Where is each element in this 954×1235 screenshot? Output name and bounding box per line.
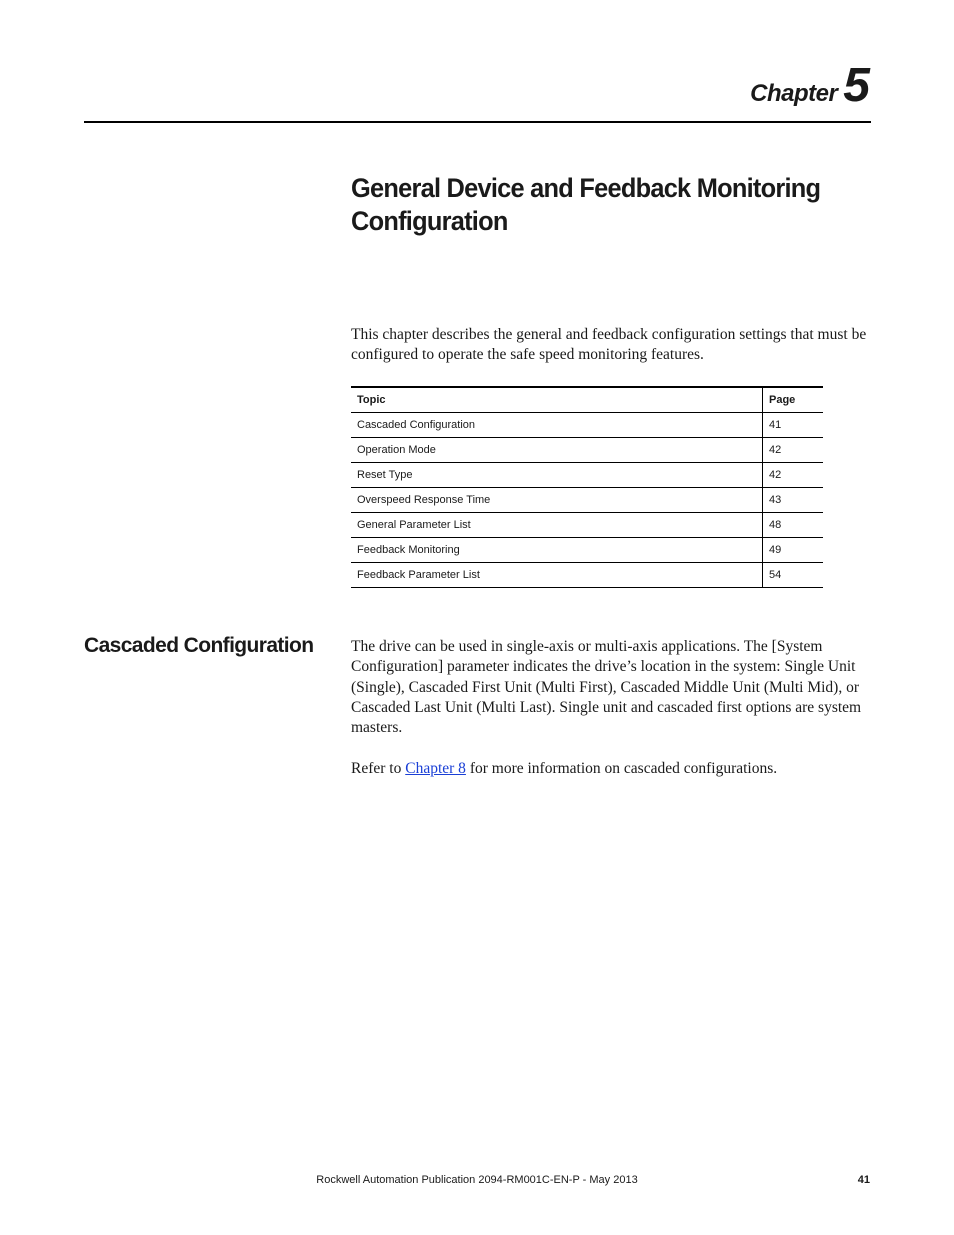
table-row: [351, 463, 823, 488]
topic-cell: Cascaded Configuration: [351, 413, 763, 438]
page-column-header: Page: [763, 387, 824, 413]
chapter-label: Chapter: [750, 80, 838, 107]
chapter-number: 5: [843, 59, 870, 112]
table-row: [351, 538, 823, 563]
topic-cell: Feedback Parameter List: [351, 563, 763, 588]
table-row: [351, 438, 823, 463]
refer-paragraph: [351, 759, 871, 779]
page-cell: 42: [763, 438, 824, 463]
table-row: [351, 513, 823, 538]
page-cell: 48: [763, 513, 824, 538]
page-cell: 41: [763, 413, 824, 438]
refer-suffix: for more information on cascaded configurations.: [465, 760, 778, 777]
topic-cell: Feedback Monitoring: [351, 538, 763, 563]
intro-paragraph: This chapter describes the general and feedback configuration settings that must be configured to operate the safe speed monitoring features.: [351, 326, 867, 363]
section-paragraph: The drive can be used in single-axis or multi-axis applications. The [System Configuration] parameter indicates the drive’s location in the system: Single Unit (Single), Cascaded First Unit (Multi First), Cascaded Middle Unit (Multi Mid), or Cascaded Last Unit (Multi Last). Single unit and cascaded first options are system masters.: [351, 638, 862, 737]
footer-page-number: 41: [857, 1174, 870, 1186]
table-row: [351, 563, 823, 588]
page-cell: 49: [763, 538, 824, 563]
footer-publication: Rockwell Automation Publication 2094-RM001C-EN-P - May 2013: [316, 1174, 638, 1186]
table-row: [351, 413, 823, 438]
page-title: General Device and Feedback Monitoring Configuration: [351, 173, 821, 236]
page-cell: 54: [763, 563, 824, 588]
table-row: [351, 488, 823, 513]
chapter-divider: [84, 121, 871, 123]
page-cell: 43: [763, 488, 824, 513]
chapter-8-link[interactable]: Chapter 8: [405, 760, 466, 777]
topic-column-header: Topic: [351, 387, 763, 413]
topic-cell: Overspeed Response Time: [351, 488, 763, 513]
topic-cell: Operation Mode: [351, 438, 763, 463]
chapter-heading: [750, 59, 870, 112]
section-heading: Cascaded Configuration: [84, 634, 314, 657]
topic-cell: General Parameter List: [351, 513, 763, 538]
topic-cell: Reset Type: [351, 463, 763, 488]
refer-prefix: Refer to: [351, 760, 406, 777]
topic-table: [351, 386, 823, 588]
page-cell: 42: [763, 463, 824, 488]
table-header-row: [351, 387, 823, 413]
